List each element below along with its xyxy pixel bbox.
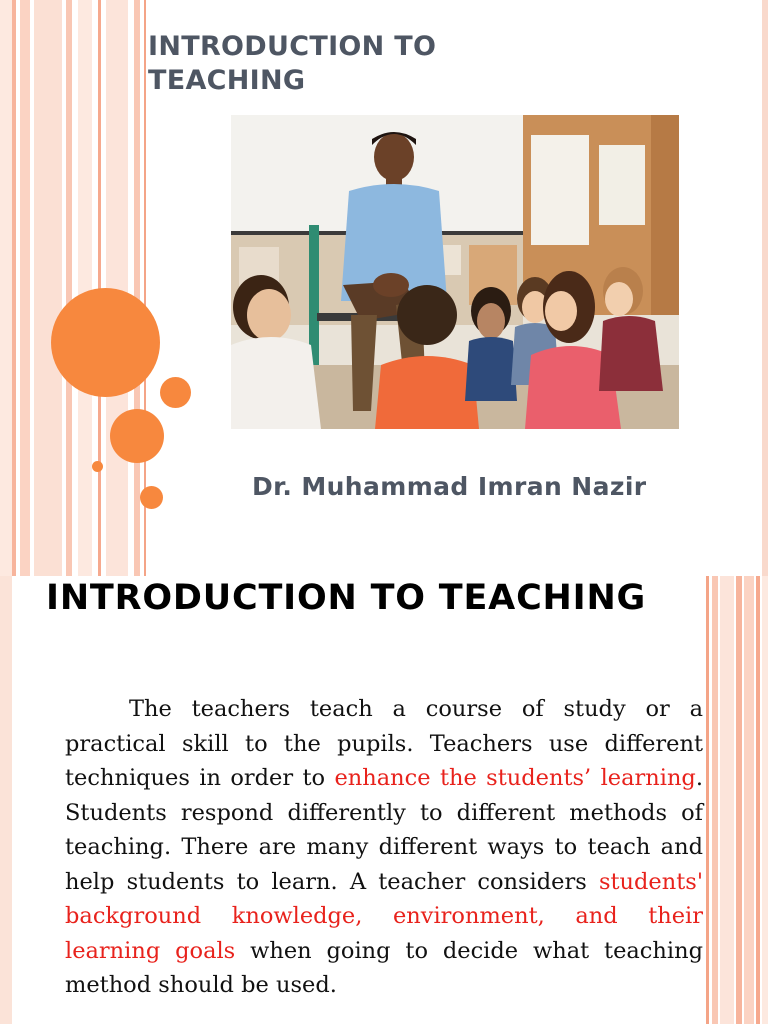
body-text-part-3: when going to decide what teaching method should be used. (65, 937, 703, 998)
large-orange-circle (51, 288, 160, 397)
medium-orange-circle (110, 409, 164, 463)
body-text-part-2: . Students respond differently to different methods of teaching. There are many different ways to teach and help students to learn. A teacher considers (65, 765, 703, 895)
body-paragraph (65, 692, 703, 1003)
body-text-part-1: The teachers teach a course of study or a practical skill to the pupils. Teachers use different techniques in order to (65, 696, 703, 791)
small-orange-circle (160, 377, 191, 408)
highlight-learning: enhance the students’ learning (334, 765, 696, 791)
left-edge-stripe (0, 576, 12, 1024)
tiny-orange-circle (92, 461, 103, 472)
left-decorative-stripes (0, 0, 150, 576)
author-name: Dr. Muhammad Imran Nazir (252, 472, 647, 501)
highlight-considerations: students' background knowledge, environment, and their learning goals (65, 868, 703, 964)
small-orange-circle-bottom (140, 486, 163, 509)
content-slide (0, 576, 768, 1024)
classroom-photo (231, 115, 679, 429)
right-decorative-stripes (706, 576, 768, 1024)
slide-title: INTRODUCTION TO TEACHING (148, 31, 437, 96)
right-edge-stripe (762, 0, 768, 576)
slide-heading: INTRODUCTION TO TEACHING (46, 578, 647, 618)
